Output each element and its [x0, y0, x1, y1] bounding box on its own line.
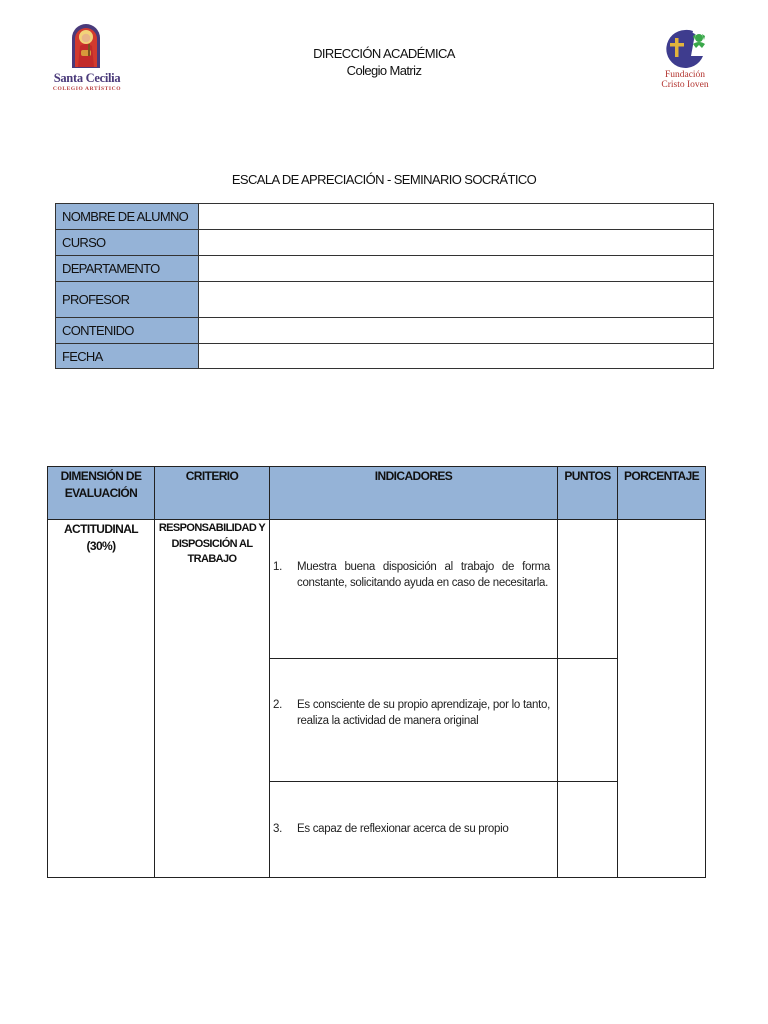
info-row-contenido — [56, 318, 714, 344]
indicator-number-1: 1. — [273, 561, 282, 573]
info-row-profesor — [56, 282, 714, 318]
indicator-cell-1 — [270, 520, 558, 659]
dimension-cell — [48, 520, 155, 878]
header-dimension: DIMENSIÓN DE EVALUACIÓN — [48, 467, 155, 520]
indicator-text-1 — [273, 560, 550, 591]
info-value-departamento[interactable] — [199, 256, 714, 282]
info-value-fecha[interactable] — [199, 344, 714, 369]
header-indicadores: INDICADORES — [270, 467, 558, 520]
header-porcentaje: PORCENTAJE — [618, 467, 706, 520]
percentage-cell[interactable] — [618, 520, 706, 878]
info-value-contenido[interactable] — [199, 318, 714, 344]
info-value-curso[interactable] — [199, 230, 714, 256]
points-cell-3[interactable] — [558, 782, 618, 878]
info-value-nombre[interactable] — [199, 204, 714, 230]
santa-cecilia-name: Santa Cecilia — [53, 71, 121, 85]
fundacion-name-line2: Cristo Ioven — [661, 80, 709, 90]
dimension-weight: (30%) — [86, 539, 116, 553]
student-info-table — [55, 203, 714, 369]
info-row-curso — [56, 230, 714, 256]
indicator-number-3: 3. — [273, 823, 282, 835]
header-puntos: PUNTOS — [558, 467, 618, 520]
indicator-cell-3 — [270, 782, 558, 878]
info-label: FECHA — [56, 344, 199, 369]
criterio-cell: RESPONSABILIDAD Y DISPOSICIÓN AL TRABAJO — [155, 520, 270, 878]
info-label: DEPARTAMENTO — [56, 256, 199, 282]
info-label: CURSO — [56, 230, 199, 256]
fundacion-name-line1: Fundación — [664, 70, 706, 80]
indicator-cell-2 — [270, 659, 558, 782]
info-row-nombre — [56, 204, 714, 230]
document-title: ESCALA DE APRECIACIÓN - SEMINARIO SOCRÁTICO — [231, 172, 537, 187]
evaluation-table — [47, 466, 706, 878]
header-direction: DIRECCIÓN ACADÉMICA — [313, 46, 455, 61]
info-row-fecha — [56, 344, 714, 369]
fundacion-cristo-joven-logo — [655, 28, 715, 96]
indicator-row-1 — [48, 520, 706, 659]
info-label: PROFESOR — [56, 282, 199, 318]
header-criterio: CRITERIO — [155, 467, 270, 520]
santa-cecilia-logo — [50, 24, 122, 98]
info-row-departamento — [56, 256, 714, 282]
header-school: Colegio Matriz — [346, 63, 422, 78]
info-label: CONTENIDO — [56, 318, 199, 344]
dimension-name: ACTITUDINAL — [63, 522, 139, 536]
indicator-description-2: Es consciente de su propio aprendizaje, por lo tanto, realiza la actividad de manera original — [297, 699, 550, 727]
indicator-number-2: 2. — [273, 699, 282, 711]
info-value-profesor[interactable] — [199, 282, 714, 318]
indicator-description-3: Es capaz de reflexionar acerca de su propio — [297, 823, 509, 835]
indicator-description-1: Muestra buena disposición al trabajo de forma constante, solicitando ayuda en caso de necesitarla. — [297, 561, 550, 589]
indicator-text-2 — [273, 698, 550, 729]
points-cell-1[interactable] — [558, 520, 618, 659]
evaluation-header-row — [48, 467, 706, 520]
indicator-text-3 — [273, 822, 550, 838]
info-label: NOMBRE DE ALUMNO — [56, 204, 199, 230]
santa-cecilia-subtitle: COLEGIO ARTÍSTICO — [52, 86, 122, 92]
points-cell-2[interactable] — [558, 659, 618, 782]
